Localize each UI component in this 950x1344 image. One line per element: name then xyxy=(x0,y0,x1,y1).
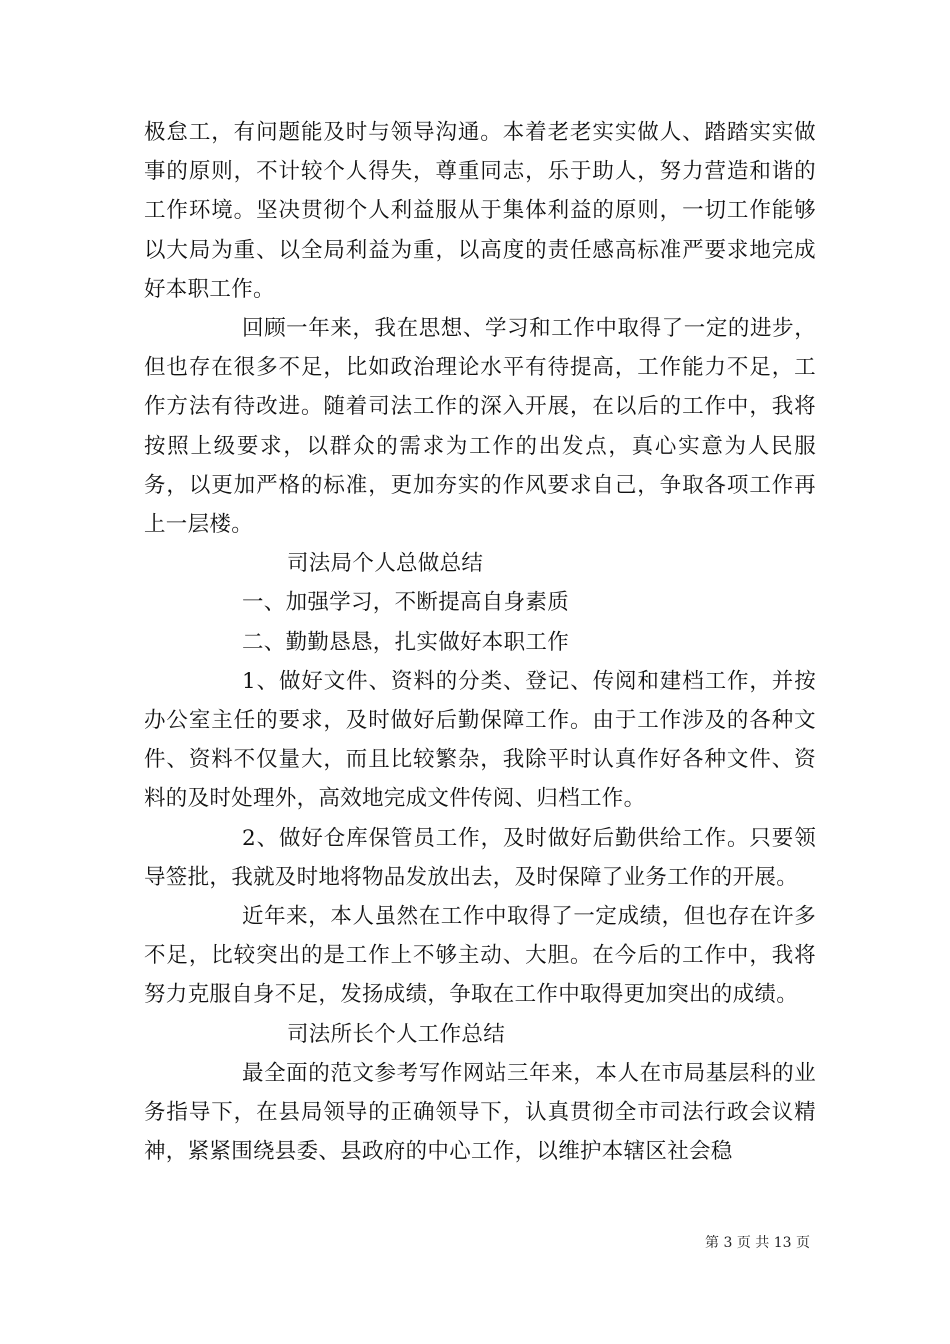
paragraph-three-years: 最全面的范文参考写作网站三年来，本人在市局基层科的业务指导下，在县局领导的正确领导下，认真贯彻全市司法行政会议精神，紧紧围绕县委、县政府的中心工作，以维护本辖区社会稳 xyxy=(144,1060,816,1165)
body-text xyxy=(144,113,816,1171)
paragraph-continuation: 极怠工，有问题能及时与领导沟通。本着老老实实做人、踏踏实实做事的原则，不计较个人得失，尊重同志，乐于助人，努力营造和谐的工作环境。坚决贯彻个人利益服从于集体利益的原则，一切工作能够以大局为重、以全局利益为重，以高度的责任感高标准严要求地完成好本职工作。 xyxy=(144,120,816,302)
paragraph-recent-years: 近年来，本人虽然在工作中取得了一定成绩，但也存在许多不足，比较突出的是工作上不够主动、大胆。在今后的工作中，我将努力克服自身不足，发扬成绩，争取在工作中取得更加突出的成绩。 xyxy=(144,904,816,1008)
paragraph-item-2: 2、做好仓库保管员工作，及时做好后勤供给工作。只要领导签批，我就及时地将物品发放出去，及时保障了业务工作的开展。 xyxy=(144,825,816,890)
subheading-study: 一、加强学习，不断提高自身素质 xyxy=(242,590,570,616)
section-title-director-summary: 司法所长个人工作总结 xyxy=(287,1021,506,1047)
paragraph-item-1: 1、做好文件、资料的分类、登记、传阅和建档工作，并按办公室主任的要求，及时做好后勤保障工作。由于工作涉及的各种文件、资料不仅量大，而且比较繁杂，我除平时认真作好各种文件、资料的及时处理外，高效地完成文件传阅、归档工作。 xyxy=(144,668,816,812)
page-number: 第 3 页 共 13 页 xyxy=(705,1235,810,1251)
subheading-diligence: 二、勤勤恳恳，扎实做好本职工作 xyxy=(242,629,570,655)
paragraph-review: 回顾一年来，我在思想、学习和工作中取得了一定的进步，但也存在很多不足，比如政治理论水平有待提高，工作能力不足，工作方法有待改进。随着司法工作的深入开展，在以后的工作中，我将按照上级要求，以群众的需求为工作的出发点，真心实意为人民服务，以更加严格的标准，更加夯实的作风要求自己，争取各项工作再上一层楼。 xyxy=(144,316,816,538)
section-title-bureau-summary: 司法局个人总做总结 xyxy=(287,551,484,577)
